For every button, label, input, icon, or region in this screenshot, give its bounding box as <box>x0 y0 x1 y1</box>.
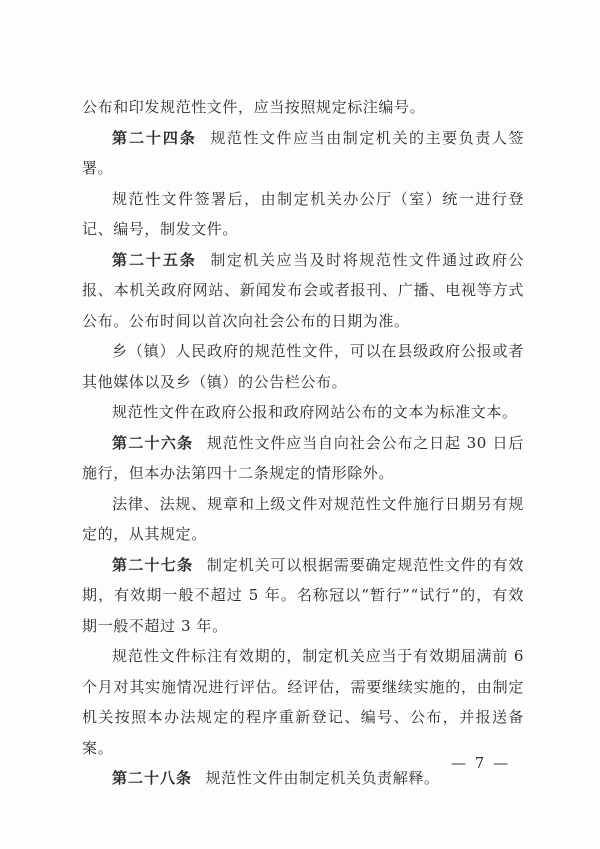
paragraph-text: 规范性文件签署后，由制定机关办公厅（室）统一进行登记、编号，制发文件。 <box>82 189 524 238</box>
article-heading: 第二十五条 <box>112 250 197 269</box>
paragraph <box>82 184 524 245</box>
article-heading: 第二十四条 <box>112 128 197 147</box>
article-27 <box>82 550 524 642</box>
paragraph <box>82 397 524 428</box>
paragraph-text: 法律、法规、规章和上级文件对规范性文件施行日期另有规定的，从其规定。 <box>82 494 524 543</box>
article-26 <box>82 428 524 489</box>
paragraph <box>82 336 524 397</box>
page-number: — 7 — <box>451 754 511 772</box>
paragraph-text: 规范性文件应当自向社会公布之日起 30 日后施行，但本办法第四十二条规定的情形除外。 <box>82 433 524 482</box>
paragraph-text: 规范性文件标注有效期的，制定机关应当于有效期届满前 6 个月对其实施情况进行评估。经评估，需要继续实施的，由制定机关按照本办法规定的程序重新登记、编号、公布，并报送备案。 <box>82 647 524 757</box>
article-25 <box>82 245 524 337</box>
article-heading: 第二十七条 <box>112 555 194 574</box>
paragraph-text: 制定机关应当及时将规范性文件通过政府公报、本机关政府网站、新闻发布会或者报刊、广播、电视等方式公布。公布时间以首次向社会公布的日期为准。 <box>82 250 524 330</box>
paragraph-text: 公布和印发规范性文件，应当按照规定标注编号。 <box>82 98 426 116</box>
paragraph-text: 规范性文件应当由制定机关的主要负责人签署。 <box>82 128 524 177</box>
paragraph-text: 乡（镇）人民政府的规范性文件，可以在县级政府公报或者其他媒体以及乡（镇）的公告栏公布。 <box>82 342 524 391</box>
paragraph-text: 规范性文件由制定机关负责解释。 <box>205 769 440 787</box>
document-body <box>82 92 524 794</box>
article-24 <box>82 123 524 184</box>
paragraph <box>82 489 524 550</box>
paragraph <box>82 641 524 763</box>
paragraph-text: 制定机关可以根据需要确定规范性文件的有效期，有效期一般不超过 5 年。名称冠以“暂行”“试行”的，有效期一般不超过 3 年。 <box>82 555 524 635</box>
paragraph <box>82 92 524 123</box>
article-heading: 第二十六条 <box>112 433 194 452</box>
article-heading: 第二十八条 <box>112 769 193 787</box>
paragraph-text: 规范性文件在政府公报和政府网站公布的文本为标准文本。 <box>112 403 518 421</box>
